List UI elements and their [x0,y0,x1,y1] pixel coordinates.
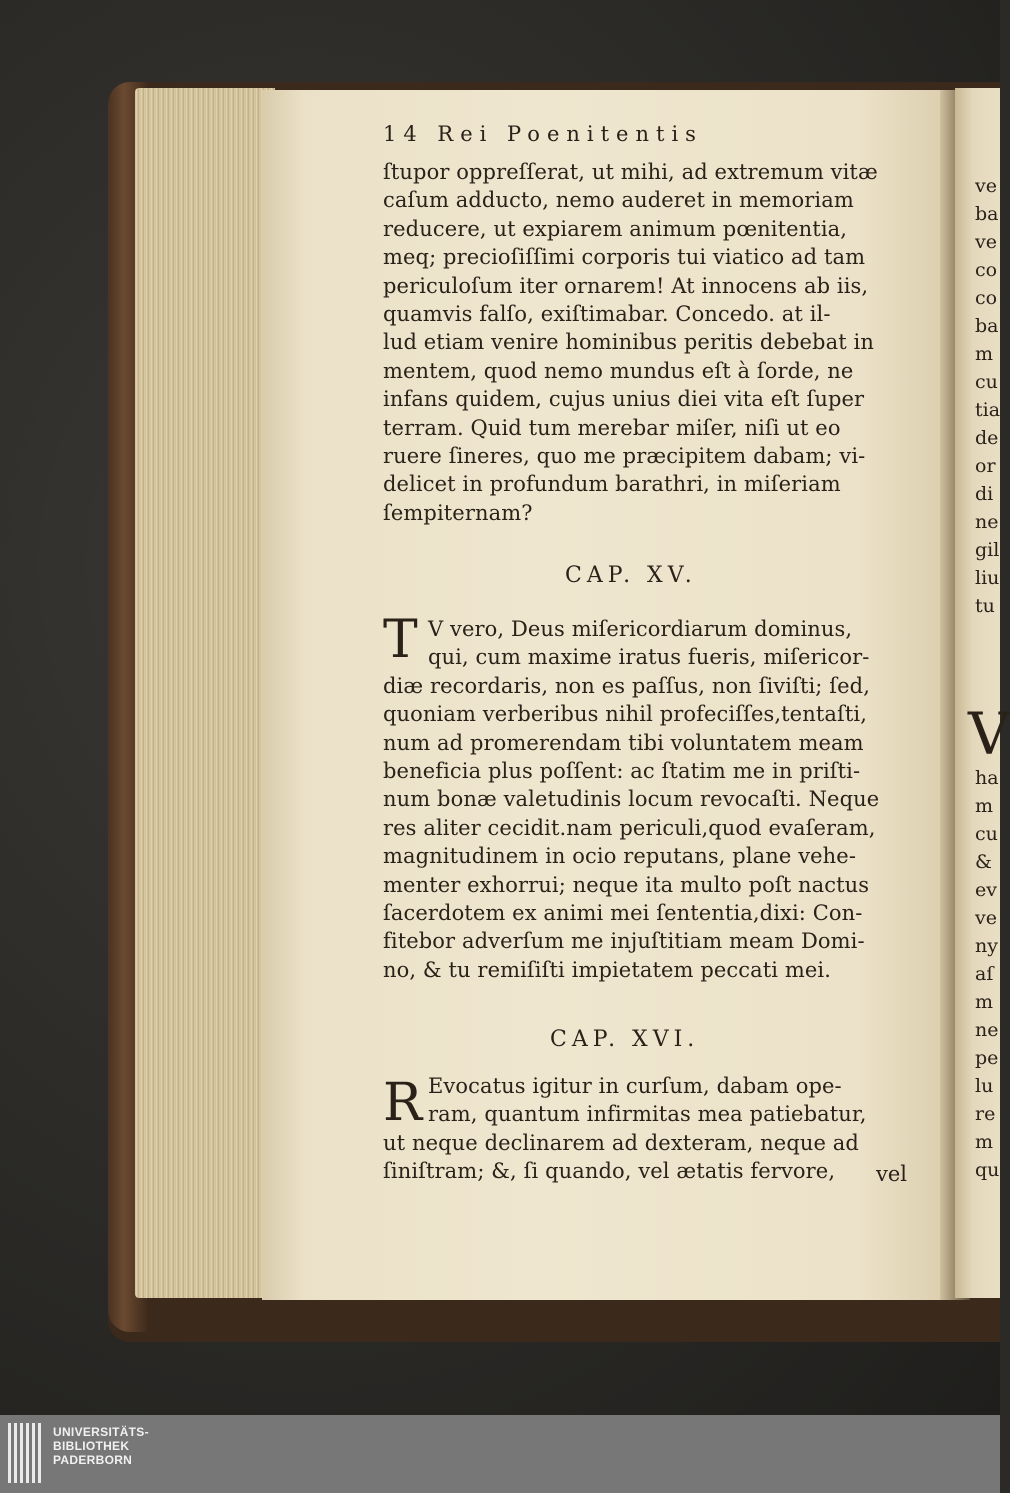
page-edges [135,88,275,1298]
text-line: beneficia plus poſſent: ac ſtatim me in priſti- [383,759,861,783]
text-line: diæ recordaris, non es paſſus, non ſiviſti; ſed, [383,673,870,698]
facing-page-fragment: ba [975,203,999,225]
text-line: meq; precioſiſſimi corporis tui viatico ad tam [383,245,866,270]
text-line: ruere ſineres, quo me præcipitem dabam; vi- [383,444,866,468]
text-line: ſiniſtram; &, ſi quando, vel ætatis fervore, [383,1159,836,1184]
chapter-heading-15: CAP. XV. [565,563,697,588]
library-logo-icon [8,1423,44,1483]
text-line: ſacerdotem ex animi mei ſententia,dixi: Con- [383,901,863,925]
logo-line-2: BIBLIOTHEK [53,1439,130,1453]
facing-page-fragment: or [975,455,996,477]
facing-page-fragment: ne [975,511,999,533]
text-line: periculoſum iter ornarem! At innocens ab iis, [383,273,869,298]
facing-page-fragment: cu [975,823,998,845]
facing-page-fragment: pe [975,1047,999,1069]
footer-bar [0,1415,1000,1493]
facing-page-fragment: ve [975,907,997,929]
text-line: caſum adducto, nemo auderet in memoriam [383,188,854,213]
text-line: infans quidem, cujus unius diei vita eſt ſuper [383,387,865,412]
facing-page-fragment: tia [975,399,1001,421]
catchword: vel [876,1162,908,1186]
facing-page-fragment: m [975,795,994,817]
facing-page-fragment: ba [975,315,999,337]
facing-page-fragment: di [975,483,994,505]
text-line: ut neque declinarem ad dexteram, neque ad [383,1130,859,1155]
facing-page-fragment: tu [975,595,995,617]
text-line: delicet in profundum barathri, in miſeriam [383,472,841,497]
text-line: no, & tu remiſiſti impietatem peccati mei. [383,957,832,982]
facing-page-fragment: aſ [975,963,994,985]
facing-page-fragment: m [975,1131,994,1153]
facing-page-fragment: m [975,343,994,365]
facing-page-fragment: ny [975,935,998,957]
facing-page-fragment: liu [975,567,1000,589]
text-line: res aliter cecidit.nam periculi,quod evaſeram, [383,815,876,840]
facing-page-fragment: m [975,991,994,1013]
running-header: 14 Rei Poenitentis [383,122,703,146]
facing-page-fragment: ve [975,175,997,197]
text-line: quoniam verberibus nihil profeciſſes,tentaſti, [383,702,867,727]
text-line: num bonæ valetudinis locum revocaſti. Neque [383,787,880,812]
logo-line-3: PADERBORN [53,1453,133,1467]
text-line: ram, quantum infirmitas mea patiebatur, [428,1102,867,1127]
text-line: reducere, ut expiarem animum pœnitentia, [383,216,848,241]
facing-page-fragment: cu [975,371,998,393]
text-line: quamvis falſo, exiſtimabar. Concedo. at il- [383,302,831,326]
text-line: ſempiternam? [383,500,533,525]
text-line: menter exhorrui; neque ita multo poſt nactus [383,872,870,897]
facing-page-text [975,0,1000,1200]
facing-page-fragment: gil [975,539,1000,561]
facing-page-fragment: lu [975,1075,994,1097]
facing-page-fragment: re [975,1103,996,1125]
text-line: fitebor adverſum me injuſtitiam meam Domi- [383,929,865,954]
chapter-heading-16: CAP. XVI. [550,1027,700,1052]
text-line: terram. Quid tum merebar miſer, niſi ut eo [383,415,841,440]
facing-page-initial: V [968,700,1010,768]
text-line: V vero, Deus miſericordiarum dominus, [428,617,853,641]
text-line: magnitudinem in ocio reputans, plane vehe- [383,844,857,869]
facing-page-fragment: ev [975,879,997,901]
text-line: Evocatus igitur in curſum, dabam ope- [428,1074,842,1098]
drop-cap-15: T [383,610,418,670]
drop-cap-16: R [383,1073,423,1133]
text-line: lud etiam venire hominibus peritis debebat in [383,330,874,355]
text-line: qui, cum maxime iratus fueris, miſericor- [428,645,870,670]
facing-page-fragment: & [975,851,992,873]
facing-page-fragment: ha [975,767,999,789]
facing-page-fragment: ne [975,1019,999,1041]
facing-page-fragment: co [975,287,998,309]
facing-page-fragment: co [975,259,998,281]
text-line: mentem, quod nemo mundus eſt à ſorde, ne [383,358,854,383]
logo-line-1: UNIVERSITÄTS- [53,1425,149,1439]
library-logo-text [53,1425,149,1467]
facing-page-fragment: qu [975,1159,1000,1181]
text-line: num ad promerendam tibi voluntatem meam [383,730,864,755]
facing-page-fragment: de [975,427,999,449]
facing-page-fragment: ve [975,231,997,253]
text-line: ſtupor oppreſſerat, ut mihi, ad extremum vitæ [383,160,878,184]
